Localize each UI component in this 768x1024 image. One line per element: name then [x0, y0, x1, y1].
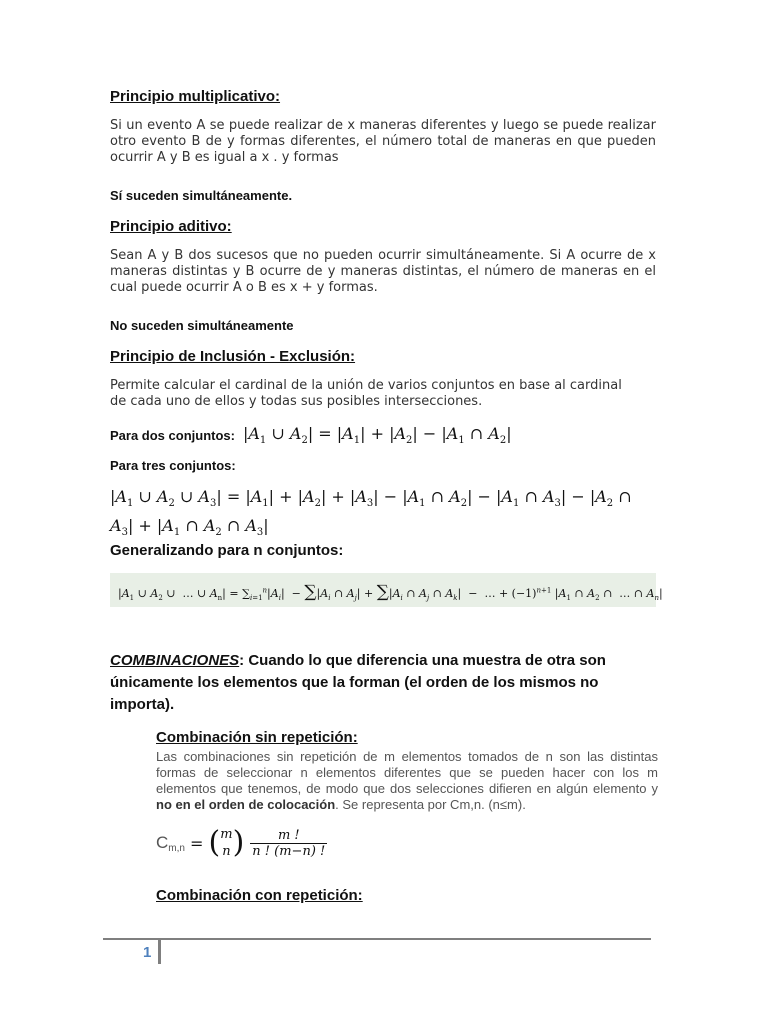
combination-formula [156, 826, 327, 860]
two-sets-label: Para dos conjuntos: [110, 427, 235, 443]
combo-text-bold: no en el orden de colocación [156, 797, 336, 812]
fraction [250, 828, 327, 859]
three-sets-formula: $|A_1$ ∪ $A_2$ ∪ $A_3| = |A_1| + |A_2| + |A_3| - |A_1$ ∩ $A_2| - |A_1$ ∩ $A_3| - |A_2$ ∩ $A_3| + |A_1$ ∩ $A_2$ ∩ $A_3|$ [110, 487, 632, 539]
heading-combinacion-sin-repeticion: Combinación sin repetición: [156, 729, 358, 746]
general-label: Generalizando para n conjuntos: [110, 542, 344, 559]
page-number: 1 [143, 944, 152, 961]
formula-subscript: m,n [168, 843, 185, 854]
aditivo-note: No suceden simultáneamente [110, 318, 294, 333]
binom-left-paren: ( [208, 825, 221, 860]
aditivo-paragraph: Sean A y B dos sucesos que no pueden ocurrir simultáneamente. Si A ocurre de x maneras distintas y B ocurre de y maneras distintas, el número de maneras en el cual puede ocurrir A o B es x + y formas. [110, 248, 656, 295]
two-sets-formula: $|A_1$ ∪ $A_2| = |A_1| + |A_2| - |A_1$ ∩ $A_2|$ [242, 424, 512, 447]
inclusion-paragraph: Permite calcular el cardinal de la unión de varios conjuntos en base al cardinal de cada uno de ellos y todas sus posibles intersecciones. [110, 378, 622, 409]
fraction-numerator: m ! [277, 827, 300, 843]
footer-rule [103, 938, 651, 940]
two-sets-row [110, 424, 512, 446]
binom-top: m [220, 827, 233, 842]
binom-right-paren: ) [232, 825, 245, 860]
combinaciones-description: : Cuando lo que diferencia una muestra de otra son únicamente los elementos que la forman (el orden de los mismos no importa). [110, 652, 606, 713]
general-formula-box [110, 573, 663, 607]
formula-c: C [156, 833, 169, 852]
combo-text-b: . Se representa por Cm,n. (n≤m). [335, 797, 526, 812]
combinacion-sin-repeticion-paragraph [156, 749, 658, 813]
general-formula: $|A_1$ ∪ $A_2$ ∪ … ∪ $A_n| = \sum_{i=1}^n|A_i| - \sum|A_i$ ∩ $A_j| + \sum|A_i$ ∩ $A_j$ ∩ $A_k|$ − … + $(-1)^{n+1}$ $|A_1$ ∩ $A_2$ ∩ … ∩ $A_n|$ [118, 582, 663, 603]
combinaciones-title: COMBINACIONES [110, 652, 240, 669]
footer-page-divider [158, 940, 161, 964]
combinaciones-intro [110, 650, 650, 716]
heading-principio-aditivo: Principio aditivo: [110, 218, 232, 235]
binom-bottom: n [222, 844, 231, 859]
three-sets-label: Para tres conjuntos: [110, 458, 236, 473]
multiplicativo-note: Sí suceden simultáneamente. [110, 188, 293, 203]
combo-text-a: Las combinaciones sin repetición de m elementos tomados de n son las distintas formas de seleccionar n elementos diferentes que se pueden hacer con los m elementos que tenemos, de modo que dos selecciones difieren en algún elemento y [156, 749, 658, 796]
formula-equals: = [184, 833, 209, 853]
heading-principio-multiplicativo: Principio multiplicativo: [110, 88, 281, 105]
multiplicativo-paragraph: Si un evento A se puede realizar de x maneras diferentes y luego se puede realizar otro evento B de y formas diferentes, el número total de maneras en que pueden ocurrir A y B es igual a x . y formas [110, 118, 656, 165]
binomial [220, 826, 232, 860]
heading-inclusion-exclusion: Principio de Inclusión - Exclusión: [110, 348, 356, 365]
heading-combinacion-con-repeticion: Combinación con repetición: [156, 887, 363, 904]
fraction-denominator: n ! (m−n) ! [252, 843, 326, 859]
